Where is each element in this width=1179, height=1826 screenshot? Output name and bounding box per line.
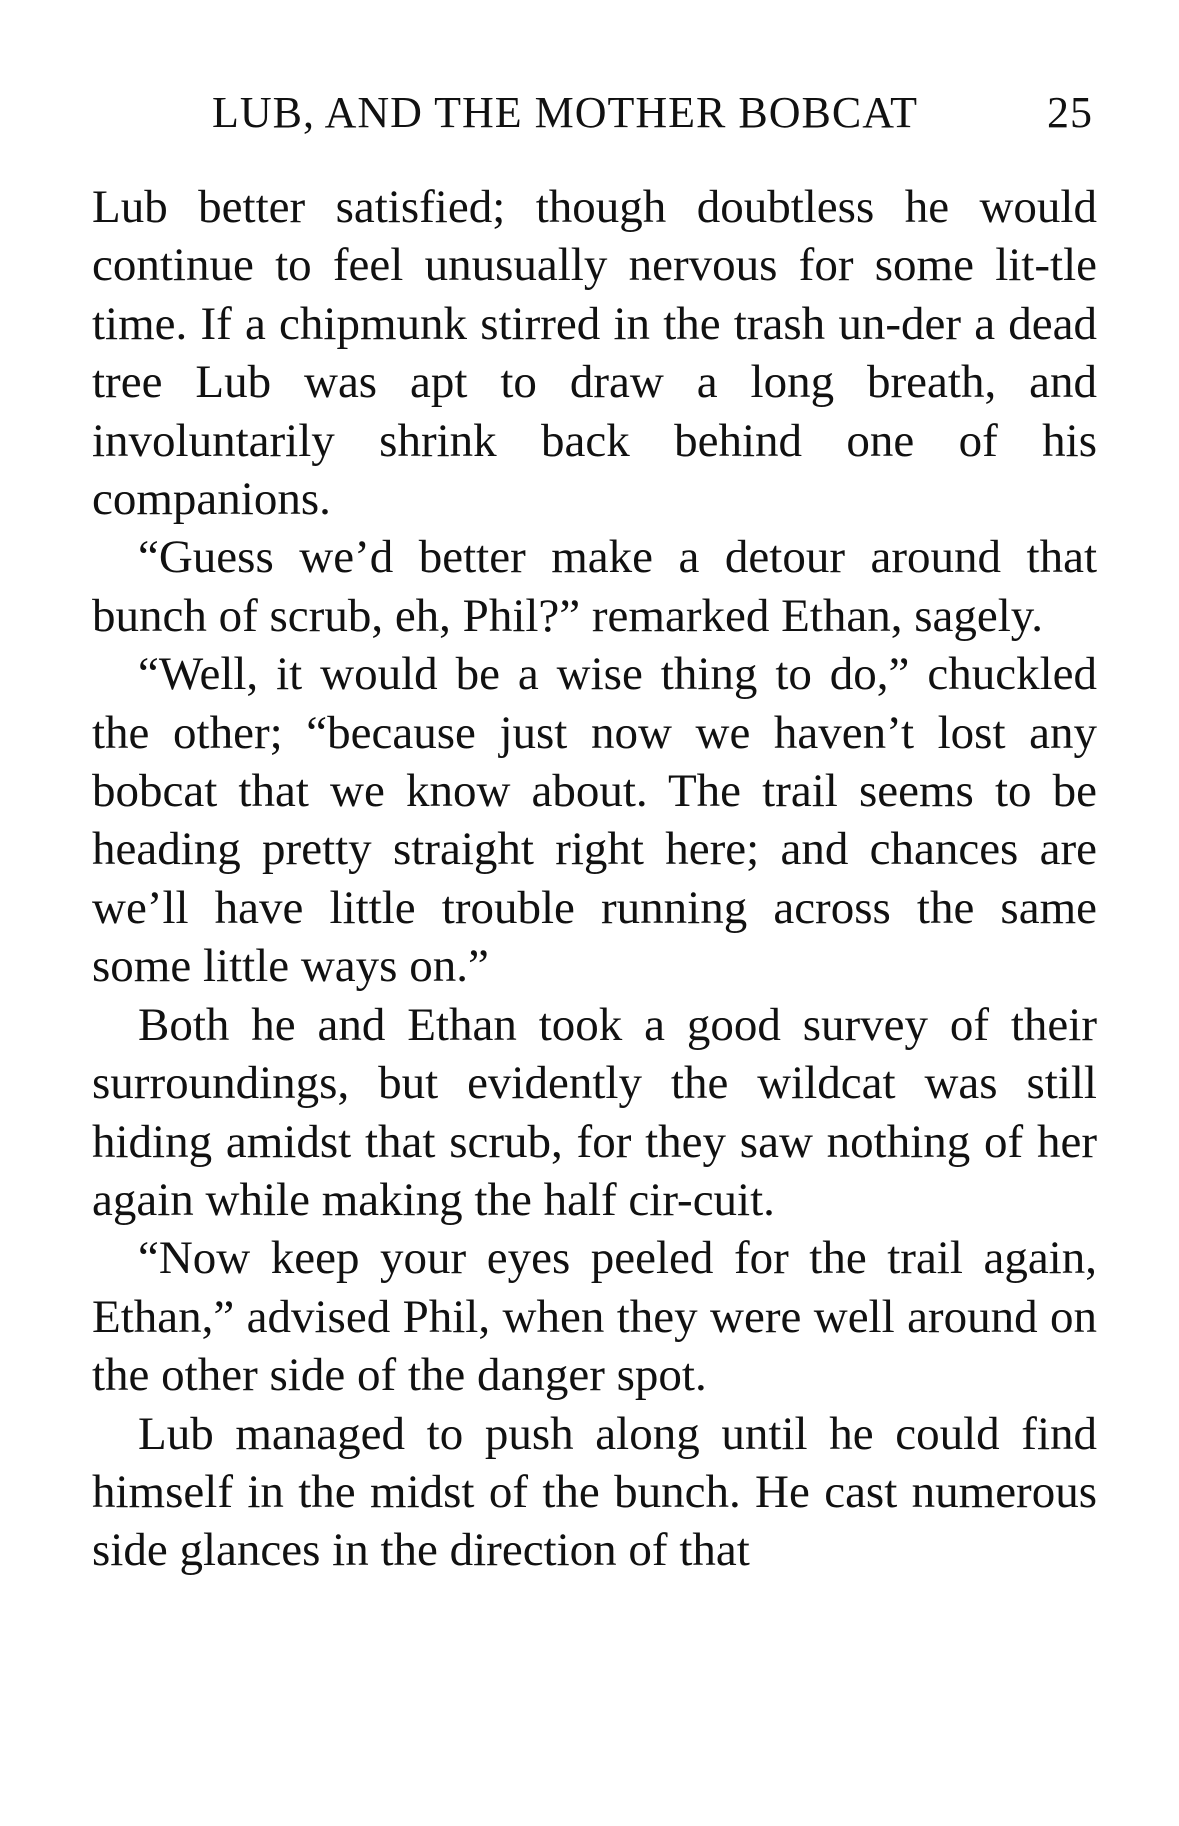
paragraph: “Guess we’d better make a detour around that bunch of scrub, eh, Phil?” remarked Ethan, sagely. xyxy=(92,531,1097,642)
paragraph: Lub managed to push along until he could find himself in the midst of the bunch. He cast numerous side glances in the direction of that xyxy=(92,1407,1097,1577)
running-head-title: LUB, AND THE MOTHER BOBCAT xyxy=(212,88,919,137)
paragraph: Lub better satisfied; though doubtless he would continue to feel unusually nervous for some lit-tle time. If a chipmunk stirred in the trash un-der a dead tree Lub was apt to draw a long breath, and involuntarily shrink back behind one of his companions. xyxy=(92,181,1097,526)
paragraph: “Well, it would be a wise thing to do,” chuckled the other; “because just now we haven’t lost any bobcat that we know about. The trail seems to be heading pretty straight right here; and chances are we’ll have little trouble running across the same some little ways on.” xyxy=(92,648,1097,993)
paragraph: “Now keep your eyes peeled for the trail again, Ethan,” advised Phil, when they were well around on the other side of the danger spot. xyxy=(92,1232,1097,1402)
paragraph: Both he and Ethan took a good survey of their surroundings, but evidently the wildcat was still hiding amidst that scrub, for they saw nothing of her again while making the half cir-cuit. xyxy=(92,998,1097,1226)
body-text xyxy=(92,178,1097,1580)
running-head xyxy=(212,88,1093,138)
page-number: 25 xyxy=(1047,88,1093,137)
